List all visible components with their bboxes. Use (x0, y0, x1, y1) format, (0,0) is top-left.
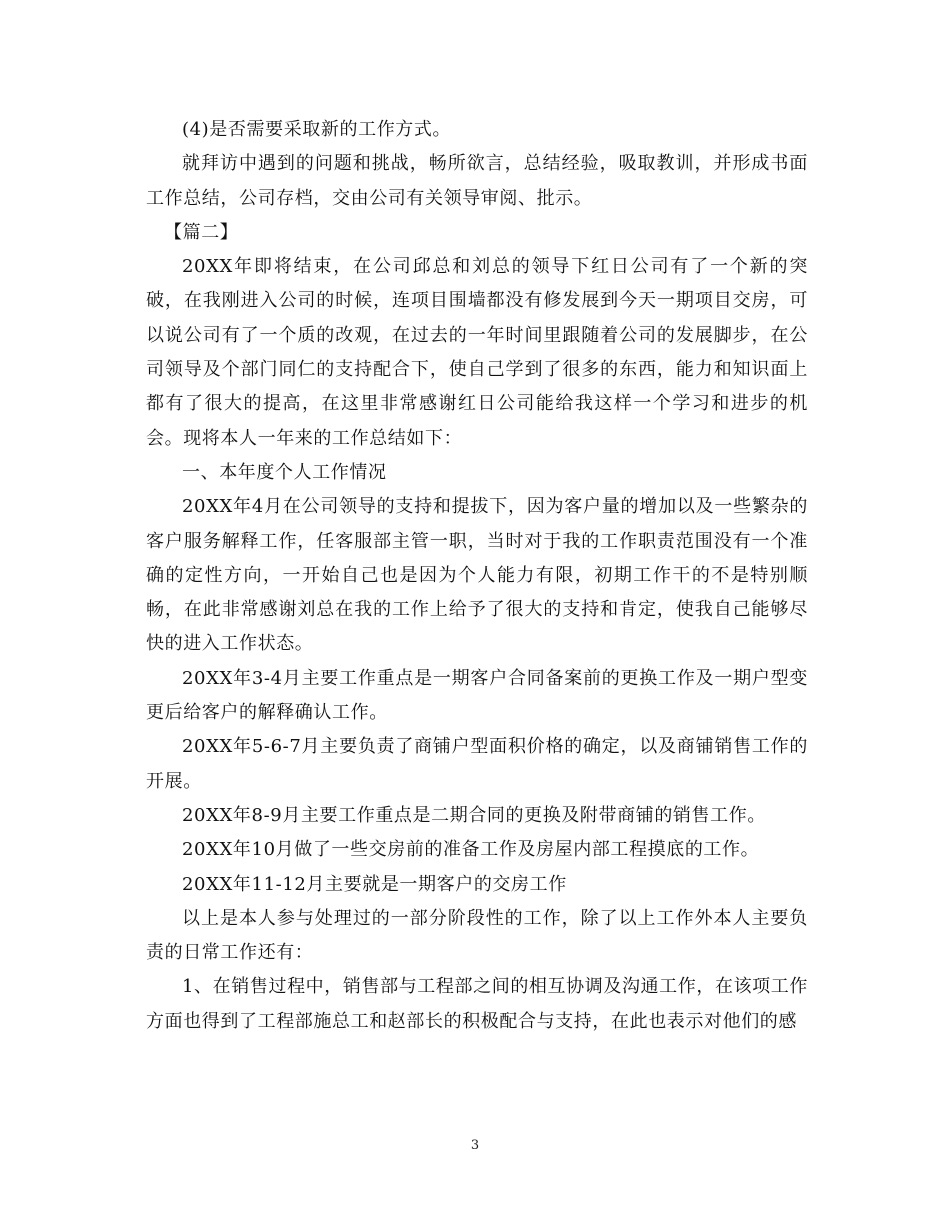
section-heading-personal-work: 一、本年度个人工作情况 (182, 461, 387, 483)
paragraph-item-4: (4)是否需要采取新的工作方式。 (182, 119, 452, 140)
document-body (146, 113, 808, 1039)
paragraph-sales-coordination: 1、在销售过程中，销售部与工程部之间的相互协调及沟通工作，在该项工作方面也得到了工程部施总工和赵部长的积极配合与支持，在此也表示对他们的感 (146, 976, 808, 1032)
paragraph-may-july: 20XX年5-6-7月主要负责了商铺户型面积价格的确定，以及商铺销售工作的开展。 (146, 736, 808, 792)
paragraph-intro: 20XX年即将结束，在公司邱总和刘总的领导下红日公司有了一个新的突破，在我刚进入公司的时候，连项目围墙都没有修发展到今天一期项目交房，可以说公司有了一个质的改观，在过去的一年时间里跟随着公司的发展脚步，在公司领导及个部门同仁的支持配合下，使自己学到了很多的东西，能力和知识面上都有了很大的提高，在这里非常感谢红日公司能给我这样一个学习和进步的机会。现将本人一年来的工作总结如下： (146, 256, 808, 449)
paragraph-april: 20XX年4月在公司领导的支持和提拔下，因为客户量的增加以及一些繁杂的客户服务解释工作，任客服部主管一职，当时对于我的工作职责范围没有一个准确的定性方向，一开始自己也是因为个人能力有限，初期工作干的不是特别顺畅，在此非常感谢刘总在我的工作上给予了很大的支持和肯定，使我自己能够尽快的进入工作状态。 (146, 496, 808, 655)
page-number: 3 (470, 1138, 480, 1153)
section-heading-part-two: 【篇二】 (164, 221, 239, 243)
paragraph-october: 20XX年10月做了一些交房前的准备工作及房屋内部工程摸底的工作。 (182, 839, 760, 861)
paragraph-march-april: 20XX年3-4月主要工作重点是一期客户合同备案前的更换工作及一期户型变更后给客户的解释确认工作。 (146, 667, 808, 724)
paragraph-aug-sep: 20XX年8-9月主要工作重点是二期合同的更换及附带商铺的销售工作。 (182, 804, 766, 826)
paragraph-nov-dec: 20XX年11-12月主要就是一期客户的交房工作 (182, 873, 567, 895)
paragraph-daily-work: 以上是本人参与处理过的一部分阶段性的工作，除了以上工作外本人主要负责的日常工作还有： (146, 907, 808, 964)
paragraph-visit-summary: 就拜访中遇到的问题和挑战，畅所欲言，总结经验，吸取教训，并形成书面工作总结，公司存档，交由公司有关领导审阅、批示。 (146, 153, 808, 209)
